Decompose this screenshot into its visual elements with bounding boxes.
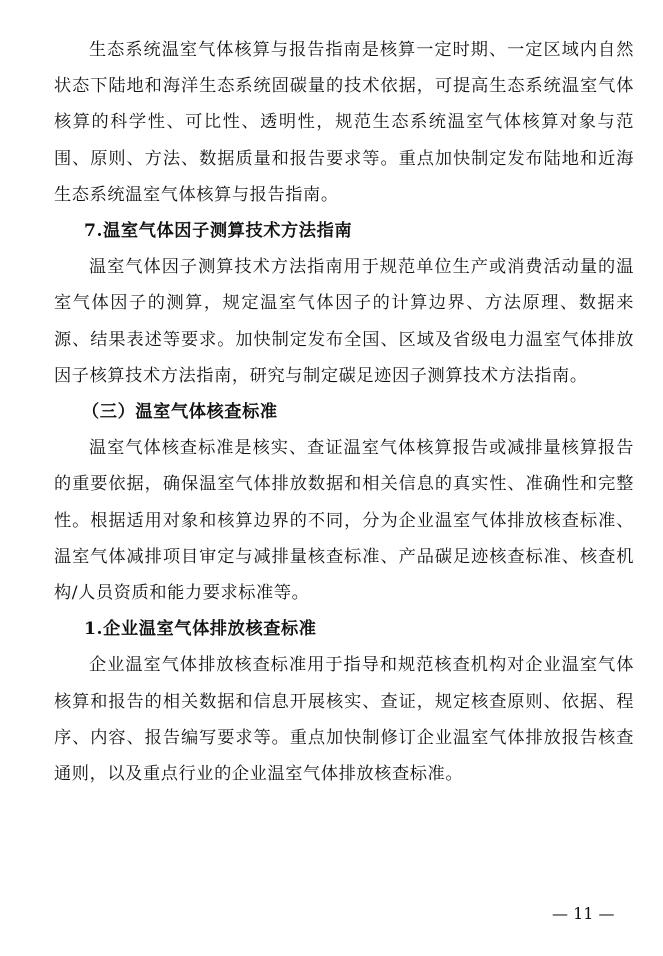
page-content (54, 32, 634, 792)
paragraph-ecosystem-guide: 生态系统温室气体核算与报告指南是核算一定时期、一定区域内自然状态下陆地和海洋生态系统固碳量的技术依据，可提高生态系统温室气体核算的科学性、可比性、透明性，规范生态系统温室气体核算对象与范围、原则、方法、数据质量和报告要求等。重点加快制定发布陆地和近海生态系统温室气体核算与报告指南。 (54, 40, 634, 205)
subheading-enterprise-verification: 1.企业温室气体排放核查标准 (84, 619, 317, 640)
subheading-factor-guide: 7.温室气体因子测算技术方法指南 (84, 221, 353, 242)
page-number: — 11 — (552, 904, 615, 923)
paragraph-verification-standards: 温室气体核查标准是核实、查证温室气体核算报告或减排量核算报告的重要依据，确保温室气体排放数据和相关信息的真实性、准确性和完整性。根据适用对象和核算边界的不同，分为企业温室气体排放核查标准、温室气体减排项目审定与减排量核查标准、产品碳足迹核查标准、核查机构/人员资质和能力要求标准等。 (54, 438, 634, 604)
section-heading-verification: （三）温室气体核查标准 (82, 402, 278, 423)
paragraph-factor-guide: 温室气体因子测算技术方法指南用于规范单位生产或消费活动量的温室气体因子的测算，规定温室气体因子的计算边界、方法原理、数据来源、结果表述等要求。加快制定发布全国、区域及省级电力温室气体排放因子核算技术方法指南，研究与制定碳足迹因子测算技术方法指南。 (54, 257, 634, 386)
paragraph-enterprise-verification: 企业温室气体排放核查标准用于指导和规范核查机构对企业温室气体核算和报告的相关数据和信息开展核实、查证，规定核查原则、依据、程序、内容、报告编写要求等。重点加快制修订企业温室气体排放报告核查通则，以及重点行业的企业温室气体排放核查标准。 (54, 655, 634, 785)
